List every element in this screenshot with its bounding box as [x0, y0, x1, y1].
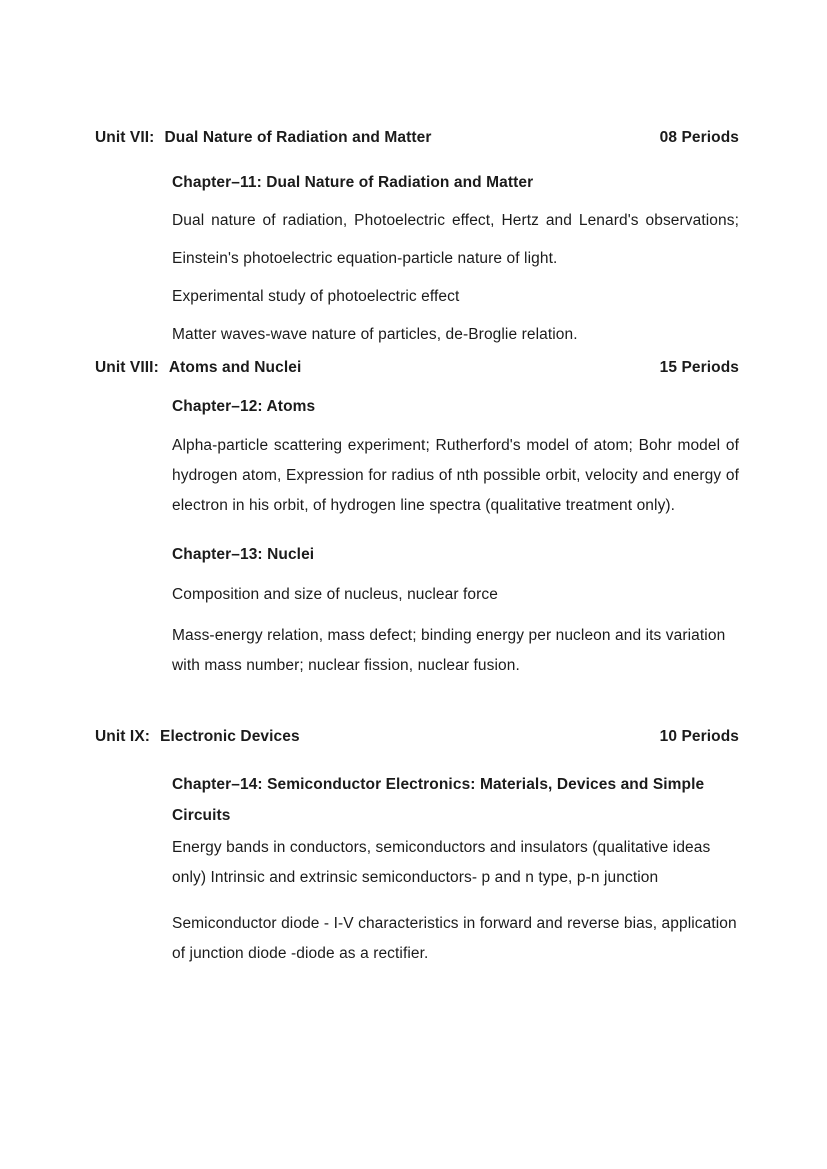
- chapter-block: [172, 173, 739, 354]
- unit-number: Unit IX:: [95, 728, 151, 745]
- paragraph: Energy bands in conductors, semiconductors and insulators (qualitative ideas only) Intrinsic and extrinsic semiconductors- p and n type, p-n junction: [172, 839, 711, 886]
- unit-number: Unit VII:: [95, 129, 155, 146]
- paragraph: Composition and size of nucleus, nuclear force: [172, 586, 498, 603]
- paragraph: Mass-energy relation, mass defect; binding energy per nucleon and its variation with mass number; nuclear fission, nuclear fusion.: [172, 627, 726, 674]
- unit-header: [95, 128, 739, 147]
- chapter-heading: Chapter–14: Semiconductor Electronics: Materials, Devices and Simple Circuits: [172, 776, 705, 824]
- paragraph: Experimental study of photoelectric effect: [172, 288, 460, 305]
- paragraph: Alpha-particle scattering experiment; Rutherford's model of atom; Bohr model of hydrogen atom, Expression for radius of nth possible orbit, velocity and energy of electron in his orbit, of hydrogen line spectra (qualitative treatment only).: [172, 437, 739, 514]
- unit-section-ix: [95, 727, 739, 969]
- unit-number: Unit VIII:: [95, 359, 159, 376]
- paragraph: Semiconductor diode - I-V characteristics in forward and reverse bias, application of junction diode -diode as a rectifier.: [172, 915, 737, 962]
- paragraph: Dual nature of radiation, Photoelectric effect, Hertz and Lenard's observations; Einstein's photoelectric equation-particle nature of light.: [172, 212, 739, 267]
- paragraph: Matter waves-wave nature of particles, de-Broglie relation.: [172, 326, 578, 343]
- unit-title: Electronic Devices: [160, 728, 300, 745]
- unit-section-vii: [95, 128, 739, 354]
- chapter-block: [172, 769, 739, 969]
- unit-title: Dual Nature of Radiation and Matter: [164, 129, 432, 146]
- unit-header: [95, 358, 739, 377]
- chapter-heading: Chapter–12: Atoms: [172, 398, 316, 415]
- unit-header: [95, 727, 739, 746]
- unit-title: Atoms and Nuclei: [168, 359, 302, 376]
- unit-periods: 10 Periods: [659, 728, 739, 745]
- unit-periods: 15 Periods: [659, 359, 739, 376]
- chapter-heading: Chapter–11: Dual Nature of Radiation and Matter: [172, 174, 534, 191]
- unit-periods: 08 Periods: [659, 129, 739, 146]
- unit-section-viii: [95, 358, 739, 681]
- chapter-heading: Chapter–13: Nuclei: [172, 546, 315, 563]
- chapter-block: [172, 397, 739, 681]
